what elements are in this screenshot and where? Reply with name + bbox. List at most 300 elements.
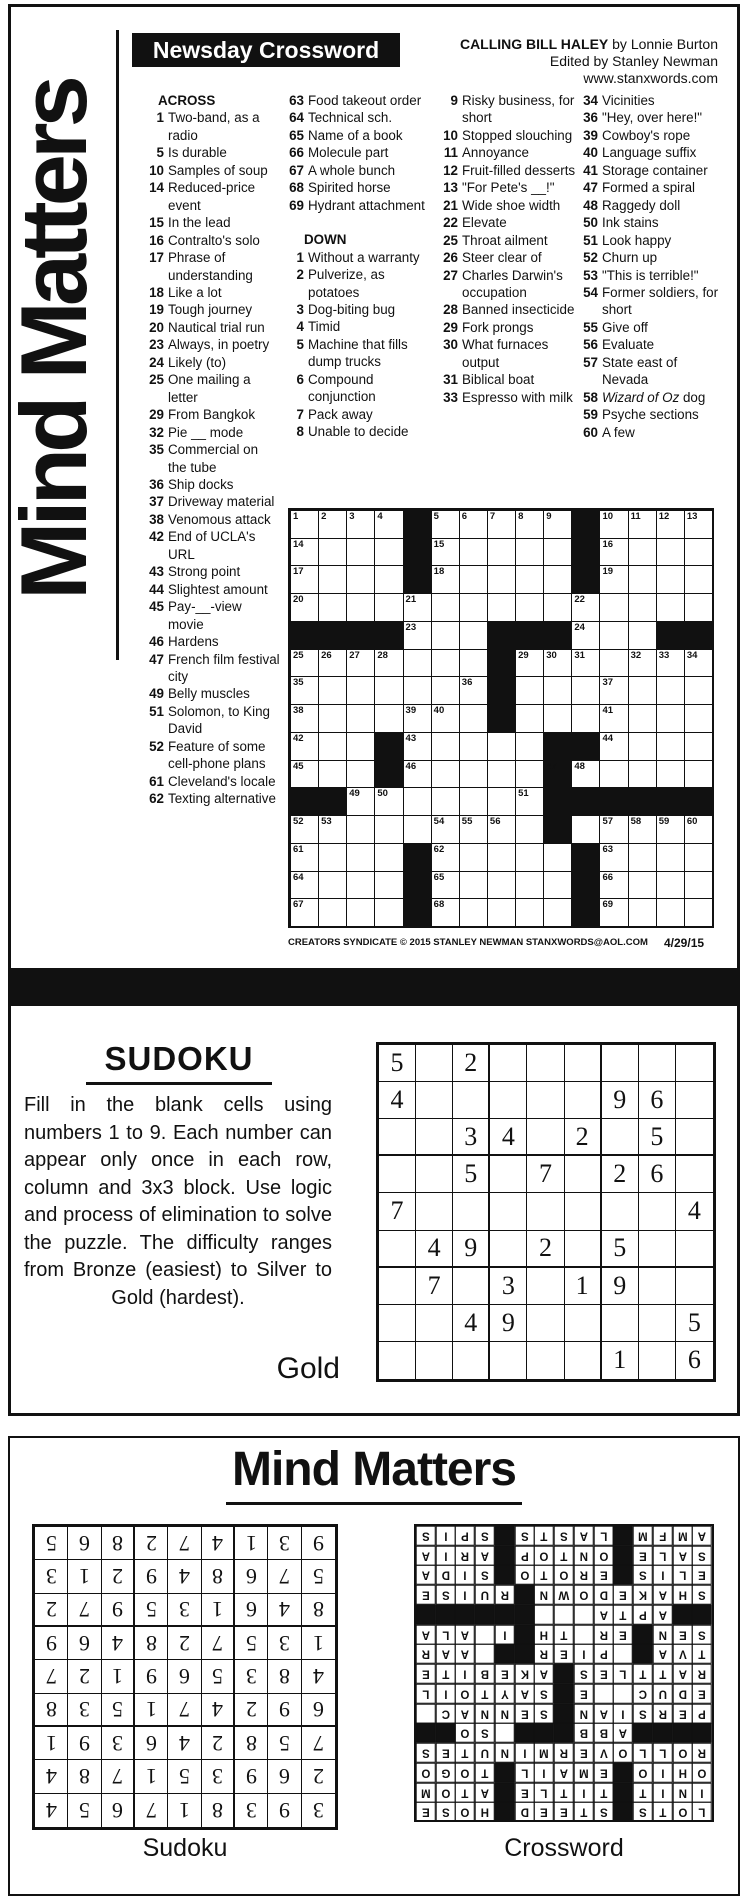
sudoku-cell[interactable] xyxy=(453,1082,490,1119)
grid-cell[interactable] xyxy=(346,565,375,594)
grid-cell[interactable] xyxy=(599,815,628,844)
sudoku-cell[interactable] xyxy=(676,1045,713,1082)
grid-cell[interactable] xyxy=(403,787,432,816)
sudoku-cell[interactable] xyxy=(565,1082,602,1119)
grid-cell[interactable] xyxy=(318,649,347,678)
clue-text: Cowboy's rope xyxy=(602,127,691,143)
grid-cell[interactable] xyxy=(459,649,488,678)
answer-cell: A xyxy=(416,1625,436,1645)
grid-cell[interactable] xyxy=(459,621,488,650)
grid-cell[interactable] xyxy=(515,815,544,844)
sudoku-cell[interactable] xyxy=(602,1045,639,1082)
sudoku-cell[interactable] xyxy=(379,1119,416,1156)
grid-cell[interactable] xyxy=(346,871,375,900)
sudoku-cell[interactable] xyxy=(676,1268,713,1305)
answer-cell: N xyxy=(534,1585,554,1605)
answer-cell: N xyxy=(673,1783,693,1803)
grid-cell[interactable] xyxy=(571,676,600,705)
grid-cell[interactable] xyxy=(374,898,403,927)
sudoku-cell[interactable] xyxy=(490,1193,527,1230)
sudoku-cell[interactable] xyxy=(676,1231,713,1268)
answer-cell: O xyxy=(554,1565,574,1585)
sudoku-cell[interactable] xyxy=(639,1082,676,1119)
sudoku-cell[interactable] xyxy=(379,1193,416,1230)
answer-black-square xyxy=(495,1546,515,1566)
grid-cell[interactable] xyxy=(656,565,685,594)
grid-cell[interactable] xyxy=(571,593,600,622)
sudoku-cell[interactable] xyxy=(565,1268,602,1305)
grid-cell[interactable] xyxy=(374,787,403,816)
grid-cell[interactable] xyxy=(431,593,460,622)
sudoku-cell[interactable] xyxy=(676,1342,713,1379)
sudoku-cell[interactable] xyxy=(527,1119,564,1156)
sudoku-cell[interactable] xyxy=(379,1268,416,1305)
grid-cell[interactable] xyxy=(628,510,657,539)
sudoku-cell[interactable] xyxy=(676,1156,713,1193)
grid-cell[interactable] xyxy=(628,732,657,761)
sudoku-cell[interactable] xyxy=(639,1045,676,1082)
sudoku-cell[interactable] xyxy=(527,1193,564,1230)
sudoku-cell[interactable] xyxy=(490,1156,527,1193)
grid-cell[interactable] xyxy=(318,676,347,705)
answer-cell: A xyxy=(692,1526,712,1546)
grid-cell[interactable] xyxy=(599,621,628,650)
grid-cell[interactable] xyxy=(487,593,516,622)
grid-cell[interactable] xyxy=(403,593,432,622)
grid-cell[interactable] xyxy=(684,732,713,761)
grid-cell[interactable] xyxy=(628,676,657,705)
sudoku-cell[interactable] xyxy=(379,1045,416,1082)
sudoku-cell[interactable] xyxy=(676,1305,713,1342)
sudoku-cell[interactable] xyxy=(490,1305,527,1342)
clue-text: Always, in poetry xyxy=(168,337,270,353)
clue-item xyxy=(574,284,724,319)
sudoku-cell[interactable] xyxy=(453,1193,490,1230)
sudoku-digit: 8 xyxy=(211,1564,223,1590)
grid-cell[interactable] xyxy=(599,510,628,539)
grid-cell[interactable] xyxy=(346,538,375,567)
sudoku-cell[interactable] xyxy=(453,1045,490,1082)
grid-cell[interactable] xyxy=(290,593,319,622)
sudoku-cell[interactable] xyxy=(602,1305,639,1342)
sudoku-cell[interactable] xyxy=(527,1082,564,1119)
cell-number: 47 xyxy=(546,760,557,772)
grid-cell[interactable] xyxy=(403,760,432,789)
grid-cell[interactable] xyxy=(318,815,347,844)
grid-cell[interactable] xyxy=(628,565,657,594)
grid-cell[interactable] xyxy=(628,898,657,927)
grid-cell[interactable] xyxy=(487,898,516,927)
sudoku-cell[interactable] xyxy=(639,1119,676,1156)
grid-cell[interactable] xyxy=(656,732,685,761)
grid-cell[interactable] xyxy=(628,704,657,733)
grid-cell[interactable] xyxy=(318,565,347,594)
grid-cell[interactable] xyxy=(684,565,713,594)
sudoku-cell xyxy=(168,1594,201,1627)
grid-cell[interactable] xyxy=(515,510,544,539)
grid-cell[interactable] xyxy=(515,704,544,733)
grid-cell[interactable] xyxy=(543,704,572,733)
sudoku-cell[interactable] xyxy=(639,1342,676,1379)
grid-cell[interactable] xyxy=(599,538,628,567)
sudoku-cell[interactable] xyxy=(416,1156,453,1193)
sudoku-cell[interactable] xyxy=(416,1268,453,1305)
grid-cell[interactable] xyxy=(431,843,460,872)
grid-cell[interactable] xyxy=(290,815,319,844)
answer-cell: L xyxy=(416,1684,436,1704)
sudoku-cell[interactable] xyxy=(416,1305,453,1342)
grid-cell[interactable] xyxy=(431,510,460,539)
sudoku-cell[interactable] xyxy=(527,1156,564,1193)
grid-cell[interactable] xyxy=(459,704,488,733)
clue-number: 23 xyxy=(149,337,164,353)
grid-cell[interactable] xyxy=(346,787,375,816)
grid-cell[interactable] xyxy=(487,815,516,844)
sudoku-cell[interactable] xyxy=(527,1231,564,1268)
sudoku-cell[interactable] xyxy=(565,1156,602,1193)
sudoku-cell[interactable] xyxy=(453,1305,490,1342)
grid-cell[interactable] xyxy=(515,760,544,789)
sudoku-cell[interactable] xyxy=(416,1231,453,1268)
grid-cell[interactable] xyxy=(374,704,403,733)
grid-cell[interactable] xyxy=(403,815,432,844)
grid-cell[interactable] xyxy=(374,593,403,622)
grid-cell[interactable] xyxy=(290,760,319,789)
grid-cell[interactable] xyxy=(374,538,403,567)
sudoku-cell[interactable] xyxy=(676,1193,713,1230)
grid-cell[interactable] xyxy=(346,760,375,789)
grid-cell[interactable] xyxy=(346,593,375,622)
sudoku-digit: 1 xyxy=(211,1597,223,1623)
grid-cell[interactable] xyxy=(431,704,460,733)
grid-cell[interactable] xyxy=(403,704,432,733)
sudoku-cell[interactable] xyxy=(602,1193,639,1230)
black-square xyxy=(374,621,403,650)
grid-cell[interactable] xyxy=(684,815,713,844)
grid-cell[interactable] xyxy=(656,898,685,927)
answer-cell: T xyxy=(534,1565,554,1585)
sudoku-cell[interactable] xyxy=(490,1342,527,1379)
sudoku-cell[interactable] xyxy=(527,1268,564,1305)
grid-cell[interactable] xyxy=(431,815,460,844)
grid-cell[interactable] xyxy=(374,843,403,872)
sudoku-cell[interactable] xyxy=(416,1119,453,1156)
sudoku-cell[interactable] xyxy=(639,1231,676,1268)
grid-cell[interactable] xyxy=(487,760,516,789)
grid-cell[interactable] xyxy=(403,676,432,705)
sudoku-cell[interactable] xyxy=(639,1268,676,1305)
grid-cell[interactable] xyxy=(459,760,488,789)
sudoku-cell[interactable] xyxy=(565,1045,602,1082)
sudoku-cell[interactable] xyxy=(379,1231,416,1268)
grid-cell[interactable] xyxy=(459,676,488,705)
grid-cell[interactable] xyxy=(628,621,657,650)
grid-cell[interactable] xyxy=(515,593,544,622)
sudoku-cell[interactable] xyxy=(565,1305,602,1342)
grid-cell[interactable] xyxy=(290,676,319,705)
grid-cell[interactable] xyxy=(515,732,544,761)
black-square xyxy=(403,898,432,927)
grid-cell[interactable] xyxy=(431,676,460,705)
grid-cell[interactable] xyxy=(403,732,432,761)
grid-cell[interactable] xyxy=(599,898,628,927)
sudoku-digit: 3 xyxy=(245,1798,257,1824)
grid-cell[interactable] xyxy=(346,815,375,844)
grid-cell[interactable] xyxy=(656,843,685,872)
sudoku-cell[interactable] xyxy=(416,1082,453,1119)
sudoku-cell[interactable] xyxy=(527,1045,564,1082)
grid-cell[interactable] xyxy=(515,787,544,816)
grid-cell[interactable] xyxy=(656,510,685,539)
grid-cell[interactable] xyxy=(599,732,628,761)
grid-cell[interactable] xyxy=(515,676,544,705)
grid-cell[interactable] xyxy=(290,898,319,927)
grid-cell[interactable] xyxy=(487,843,516,872)
grid-cell[interactable] xyxy=(431,871,460,900)
sudoku-cell[interactable] xyxy=(379,1305,416,1342)
grid-cell[interactable] xyxy=(571,760,600,789)
grid-cell[interactable] xyxy=(684,510,713,539)
grid-cell[interactable] xyxy=(318,871,347,900)
grid-cell[interactable] xyxy=(684,843,713,872)
grid-cell[interactable] xyxy=(346,704,375,733)
grid-cell[interactable] xyxy=(290,704,319,733)
clue-text: Name of a book xyxy=(308,127,403,143)
grid-cell[interactable] xyxy=(318,538,347,567)
sudoku-digit: 8 xyxy=(245,1731,257,1757)
grid-cell[interactable] xyxy=(599,676,628,705)
grid-cell[interactable] xyxy=(571,815,600,844)
grid-cell[interactable] xyxy=(403,649,432,678)
grid-cell[interactable] xyxy=(656,760,685,789)
sudoku-cell[interactable] xyxy=(676,1082,713,1119)
grid-cell[interactable] xyxy=(684,676,713,705)
grid-cell[interactable] xyxy=(431,565,460,594)
grid-cell[interactable] xyxy=(431,898,460,927)
grid-cell[interactable] xyxy=(403,621,432,650)
grid-cell[interactable] xyxy=(487,732,516,761)
grid-cell[interactable] xyxy=(459,843,488,872)
answer-cell: A xyxy=(653,1585,673,1605)
sudoku-cell[interactable] xyxy=(565,1193,602,1230)
grid-cell[interactable] xyxy=(515,538,544,567)
sudoku-cell[interactable] xyxy=(416,1193,453,1230)
grid-cell[interactable] xyxy=(290,510,319,539)
grid-cell[interactable] xyxy=(543,565,572,594)
grid-cell[interactable] xyxy=(374,565,403,594)
grid-cell[interactable] xyxy=(515,898,544,927)
grid-cell[interactable] xyxy=(684,871,713,900)
sudoku-cell[interactable] xyxy=(490,1082,527,1119)
sudoku-cell[interactable] xyxy=(379,1342,416,1379)
sudoku-cell[interactable] xyxy=(602,1082,639,1119)
grid-cell[interactable] xyxy=(374,871,403,900)
grid-cell[interactable] xyxy=(431,732,460,761)
sudoku-cell[interactable] xyxy=(416,1342,453,1379)
grid-cell[interactable] xyxy=(656,593,685,622)
grid-cell[interactable] xyxy=(656,871,685,900)
grid-cell[interactable] xyxy=(628,843,657,872)
sudoku-cell[interactable] xyxy=(379,1156,416,1193)
sudoku-cell[interactable] xyxy=(602,1342,639,1379)
grid-cell[interactable] xyxy=(318,898,347,927)
grid-cell[interactable] xyxy=(599,871,628,900)
grid-cell[interactable] xyxy=(487,871,516,900)
grid-cell[interactable] xyxy=(599,760,628,789)
grid-cell[interactable] xyxy=(599,565,628,594)
grid-cell[interactable] xyxy=(459,510,488,539)
grid-cell[interactable] xyxy=(459,871,488,900)
grid-cell[interactable] xyxy=(599,649,628,678)
grid-cell[interactable] xyxy=(628,593,657,622)
grid-cell[interactable] xyxy=(346,649,375,678)
grid-cell[interactable] xyxy=(628,760,657,789)
grid-cell[interactable] xyxy=(374,649,403,678)
grid-cell[interactable] xyxy=(374,510,403,539)
grid-cell[interactable] xyxy=(431,787,460,816)
grid-cell[interactable] xyxy=(628,538,657,567)
answers-title-rule xyxy=(226,1502,522,1505)
sudoku-digit: 7 xyxy=(538,1159,552,1189)
grid-cell[interactable] xyxy=(543,898,572,927)
sudoku-cell[interactable] xyxy=(639,1156,676,1193)
grid-cell[interactable] xyxy=(318,760,347,789)
grid-cell[interactable] xyxy=(487,565,516,594)
grid-cell[interactable] xyxy=(318,843,347,872)
grid-cell[interactable] xyxy=(656,538,685,567)
grid-cell[interactable] xyxy=(459,565,488,594)
sudoku-cell[interactable] xyxy=(453,1268,490,1305)
grid-cell[interactable] xyxy=(543,871,572,900)
grid-cell[interactable] xyxy=(684,649,713,678)
grid-cell[interactable] xyxy=(684,593,713,622)
grid-cell[interactable] xyxy=(571,704,600,733)
grid-cell[interactable] xyxy=(543,538,572,567)
grid-cell[interactable] xyxy=(318,732,347,761)
grid-cell[interactable] xyxy=(431,649,460,678)
grid-cell[interactable] xyxy=(656,649,685,678)
grid-cell[interactable] xyxy=(459,732,488,761)
grid-cell[interactable] xyxy=(318,704,347,733)
sudoku-cell[interactable] xyxy=(490,1045,527,1082)
sudoku-cell[interactable] xyxy=(453,1231,490,1268)
sudoku-cell[interactable] xyxy=(565,1119,602,1156)
grid-cell[interactable] xyxy=(487,538,516,567)
grid-cell[interactable] xyxy=(684,760,713,789)
grid-cell[interactable] xyxy=(290,649,319,678)
grid-cell[interactable] xyxy=(487,510,516,539)
sudoku-cell[interactable] xyxy=(639,1305,676,1342)
sudoku-cell[interactable] xyxy=(527,1305,564,1342)
sudoku-cell[interactable] xyxy=(416,1045,453,1082)
grid-cell[interactable] xyxy=(318,510,347,539)
grid-cell[interactable] xyxy=(656,815,685,844)
sudoku-digit: 6 xyxy=(111,1798,123,1824)
sudoku-cell[interactable] xyxy=(602,1156,639,1193)
sudoku-cell[interactable] xyxy=(379,1082,416,1119)
grid-cell[interactable] xyxy=(346,898,375,927)
grid-cell[interactable] xyxy=(374,815,403,844)
grid-cell[interactable] xyxy=(543,593,572,622)
grid-cell[interactable] xyxy=(487,787,516,816)
grid-cell[interactable] xyxy=(290,732,319,761)
grid-cell[interactable] xyxy=(459,815,488,844)
grid-cell[interactable] xyxy=(543,510,572,539)
cell-number: 43 xyxy=(405,732,417,744)
sudoku-cell[interactable] xyxy=(602,1119,639,1156)
grid-cell[interactable] xyxy=(515,843,544,872)
grid-cell[interactable] xyxy=(543,676,572,705)
grid-cell[interactable] xyxy=(290,843,319,872)
sudoku-cell[interactable] xyxy=(490,1119,527,1156)
clue-number: 68 xyxy=(289,180,304,196)
grid-cell[interactable] xyxy=(431,621,460,650)
grid-cell[interactable] xyxy=(431,760,460,789)
sudoku-cell[interactable] xyxy=(490,1268,527,1305)
grid-cell[interactable] xyxy=(599,593,628,622)
sudoku-cell[interactable] xyxy=(527,1342,564,1379)
sudoku-cell[interactable] xyxy=(565,1231,602,1268)
sudoku-cell[interactable] xyxy=(639,1193,676,1230)
grid-cell[interactable] xyxy=(599,704,628,733)
grid-cell[interactable] xyxy=(290,565,319,594)
grid-cell[interactable] xyxy=(628,649,657,678)
black-square xyxy=(487,704,516,733)
grid-cell[interactable] xyxy=(318,593,347,622)
sudoku-cell[interactable] xyxy=(490,1231,527,1268)
grid-cell[interactable] xyxy=(628,871,657,900)
grid-cell[interactable] xyxy=(290,871,319,900)
sudoku-cell[interactable] xyxy=(453,1156,490,1193)
grid-cell[interactable] xyxy=(684,538,713,567)
grid-cell[interactable] xyxy=(599,843,628,872)
sudoku-cell[interactable] xyxy=(602,1231,639,1268)
sudoku-cell[interactable] xyxy=(676,1119,713,1156)
cell-number: 38 xyxy=(293,705,304,717)
grid-cell[interactable] xyxy=(431,538,460,567)
grid-cell[interactable] xyxy=(515,871,544,900)
grid-cell[interactable] xyxy=(346,732,375,761)
clue-text: Fork prongs xyxy=(462,319,534,335)
grid-cell[interactable] xyxy=(628,815,657,844)
grid-cell[interactable] xyxy=(459,898,488,927)
grid-cell[interactable] xyxy=(290,538,319,567)
sudoku-cell[interactable] xyxy=(453,1342,490,1379)
grid-cell[interactable] xyxy=(571,621,600,650)
black-square xyxy=(543,732,572,761)
grid-cell[interactable] xyxy=(684,898,713,927)
grid-cell[interactable] xyxy=(515,649,544,678)
grid-cell[interactable] xyxy=(684,704,713,733)
sudoku-cell[interactable] xyxy=(453,1119,490,1156)
grid-cell[interactable] xyxy=(374,676,403,705)
grid-cell[interactable] xyxy=(515,565,544,594)
grid-cell[interactable] xyxy=(656,704,685,733)
sudoku-cell[interactable] xyxy=(565,1342,602,1379)
grid-cell[interactable] xyxy=(656,676,685,705)
grid-cell[interactable] xyxy=(459,593,488,622)
grid-cell[interactable] xyxy=(346,676,375,705)
grid-cell[interactable] xyxy=(346,510,375,539)
grid-cell[interactable] xyxy=(543,843,572,872)
grid-cell[interactable] xyxy=(459,538,488,567)
grid-cell[interactable] xyxy=(543,649,572,678)
grid-cell[interactable] xyxy=(346,843,375,872)
grid-cell[interactable] xyxy=(571,649,600,678)
grid-cell[interactable] xyxy=(459,787,488,816)
sudoku-cell[interactable] xyxy=(602,1268,639,1305)
clue-item xyxy=(140,528,280,563)
